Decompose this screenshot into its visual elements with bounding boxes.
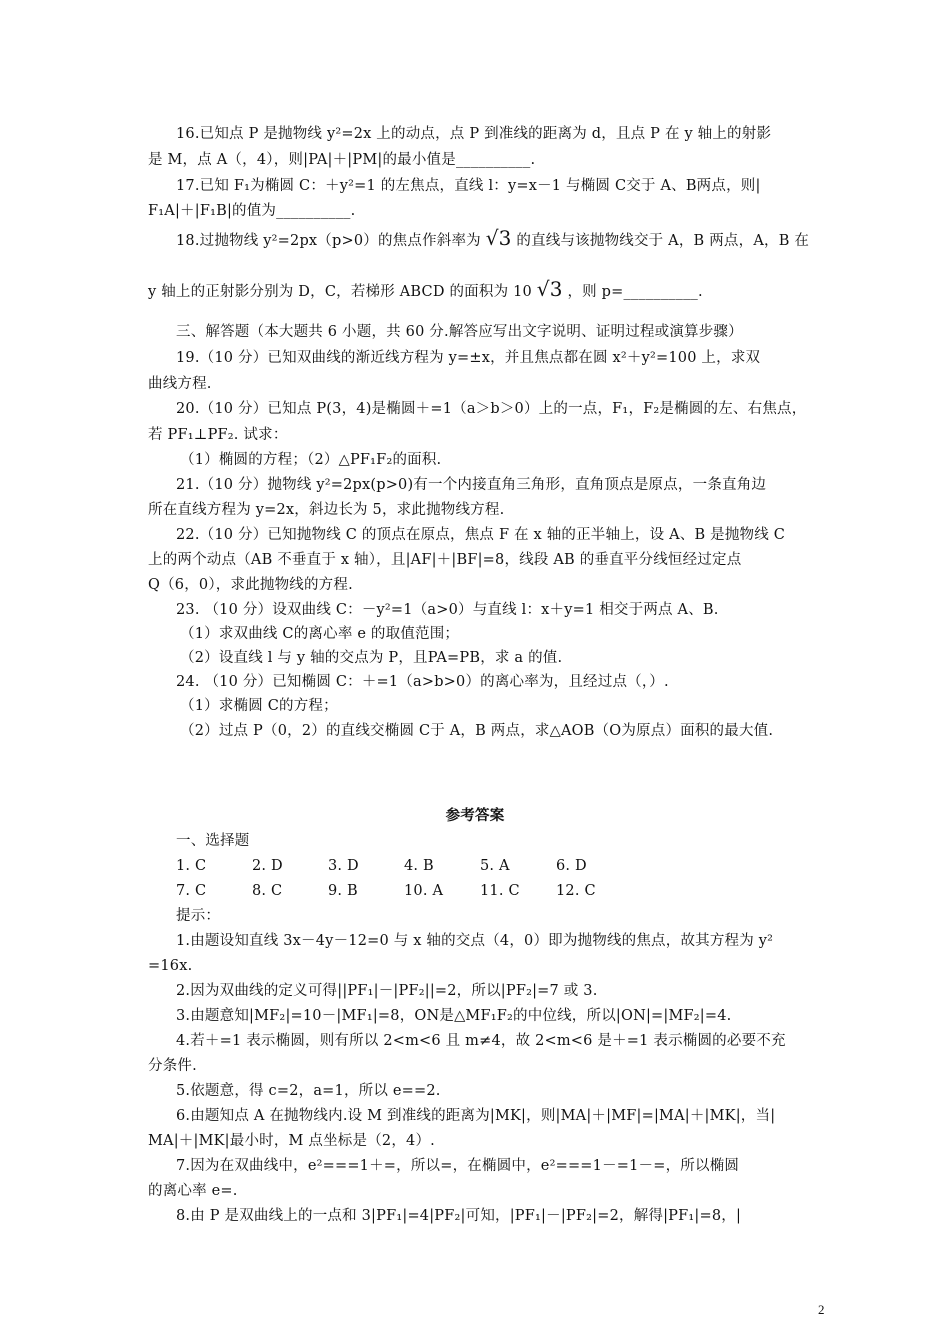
q22-line2: 上的两个动点（AB 不垂直于 x 轴），且|AF|＋|BF|=8，线段 AB 的垂直平分线恒经过定点 — [148, 552, 742, 568]
hint1-line2: =16x. — [148, 958, 193, 974]
q18-line1 — [176, 228, 836, 251]
q23-line2: （1）求双曲线 C的离心率 e 的取值范围； — [180, 626, 460, 642]
answer-item: 8. C — [252, 883, 283, 899]
sqrt3-symbol: √3 — [485, 226, 512, 250]
q23-line3: （2）设直线 l 与 y 轴的交点为 P，且PA=PB，求 a 的值. — [180, 650, 563, 666]
hints-heading: 提示： — [176, 908, 221, 924]
q22-line1: 22.（10 分）已知抛物线 C 的顶点在原点，焦点 F 在 x 轴的正半轴上，设 A、B 是抛物线 C — [176, 527, 786, 543]
answer-item: 9. B — [328, 883, 358, 899]
q18-text-c: y 轴上的正射影分别为 D，C，若梯形 ABCD 的面积为 10 — [148, 284, 532, 300]
hint6-line2: MA|＋|MK|最小时，M 点坐标是（2，4）. — [148, 1133, 435, 1149]
answer-item: 5. A — [480, 858, 510, 874]
hint3: 3.由题意知|MF₂|=10－|MF₁|=8，ON是△MF₁F₂的中位线，所以|ON|=|MF₂|=4. — [176, 1008, 732, 1024]
answer-item: 11. C — [480, 883, 520, 899]
hint7-line2: 的离心率 e=. — [148, 1183, 238, 1199]
section-1-heading: 一、选择题 — [176, 833, 250, 849]
q24-line2: （1）求椭圆 C的方程； — [180, 698, 338, 714]
q24-line1: 24. （10 分）已知椭圆 C：＋=1（a>b>0）的离心率为，且经过点（，）. — [176, 674, 669, 690]
answer-item: 2. D — [252, 858, 283, 874]
answer-item: 4. B — [404, 858, 434, 874]
hint2: 2.因为双曲线的定义可得||PF₁|－|PF₂||=2，所以|PF₂|=7 或 3. — [176, 983, 598, 999]
q18-line2 — [148, 279, 808, 302]
hint1-line1: 1.由题设知直线 3x－4y－12=0 与 x 轴的交点（4，0）即为抛物线的焦点，故其方程为 y² — [176, 933, 774, 949]
q24-line3: （2）过点 P（0，2）的直线交椭圆 C于 A，B 两点，求△AOB（O为原点）面积的最大值. — [180, 723, 774, 739]
answer-item: 6. D — [556, 858, 587, 874]
hint5: 5.依题意，得 c=2，a=1，所以 e==2. — [176, 1083, 441, 1099]
q17-line2: F₁A|＋|F₁B|的值为__________. — [148, 203, 356, 219]
answer-key-title: 参考答案 — [445, 807, 505, 824]
q21-line1: 21.（10 分）抛物线 y²=2px(p>0)有一个内接直角三角形，直角顶点是原点，一条直角边 — [176, 477, 767, 493]
q18-text-b: 的直线与该抛物线交于 A，B 两点，A，B 在 — [516, 233, 810, 249]
q18-text-d: ，则 p=__________. — [567, 284, 703, 300]
q20-line1: 20.（10 分）已知点 P(3，4)是椭圆＋=1（a＞b＞0）上的一点，F₁，F₂是椭圆的左、右焦点， — [176, 401, 807, 417]
q22-line3: Q（6，0），求此抛物线的方程. — [148, 577, 353, 593]
answer-item: 1. C — [176, 858, 207, 874]
section-3-heading: 三、解答题（本大题共 6 小题，共 60 分.解答应写出文字说明、证明过程或演算步骤） — [176, 324, 743, 340]
q20-line3: （1）椭圆的方程；（2）△PF₁F₂的面积. — [180, 452, 442, 468]
answer-item: 7. C — [176, 883, 207, 899]
q23-line1: 23. （10 分）设双曲线 C：－y²=1（a>0）与直线 l：x＋y=1 相交于两点 A、B. — [176, 602, 719, 618]
page-number: 2 — [818, 1302, 825, 1317]
sqrt3-symbol: √3 — [536, 277, 563, 301]
hint4-line2: 分条件. — [148, 1058, 197, 1074]
answer-item: 10. A — [404, 883, 444, 899]
hint8-line1: 8.由 P 是双曲线上的一点和 3|PF₁|=4|PF₂|可知，|PF₁|－|PF₂|=2，解得|PF₁|=8，| — [176, 1208, 742, 1224]
q20-line2: 若 PF₁⊥PF₂. 试求： — [148, 427, 288, 443]
answers-row-1 — [176, 856, 836, 876]
q18-text-a: 18.过抛物线 y²=2px（p>0）的焦点作斜率为 — [176, 233, 481, 249]
q17-line1: 17.已知 F₁为椭圆 C：＋y²=1 的左焦点，直线 l：y=x－1 与椭圆 C交于 A、B两点，则| — [176, 178, 761, 194]
hint4-line1: 4.若＋=1 表示椭圆，则有所以 2<m<6 且 m≠4，故 2<m<6 是＋=1 表示椭圆的必要不充 — [176, 1033, 786, 1049]
q19-line2: 曲线方程. — [148, 376, 212, 392]
hint6-line1: 6.由题知点 A 在抛物线内.设 M 到准线的距离为|MK|，则|MA|＋|MF|=|MA|＋|MK|，当| — [176, 1108, 776, 1124]
hint7-line1: 7.因为在双曲线中，e²===1＋=，所以=，在椭圆中，e²===1－=1－=，所以椭圆 — [176, 1158, 740, 1174]
q16-line1: 16.已知点 P 是抛物线 y²=2x 上的动点，点 P 到准线的距离为 d，且点 P 在 y 轴上的射影 — [176, 126, 772, 142]
q16-line2: 是 M，点 A（，4），则|PA|＋|PM|的最小值是__________. — [148, 152, 536, 168]
answer-item: 12. C — [556, 883, 596, 899]
answer-item: 3. D — [328, 858, 359, 874]
q19-line1: 19.（10 分）已知双曲线的渐近线方程为 y=±x，并且焦点都在圆 x²＋y²=100 上，求双 — [176, 350, 761, 366]
answers-row-2 — [176, 881, 836, 901]
q21-line2: 所在直线方程为 y=2x，斜边长为 5，求此抛物线方程. — [148, 502, 505, 518]
